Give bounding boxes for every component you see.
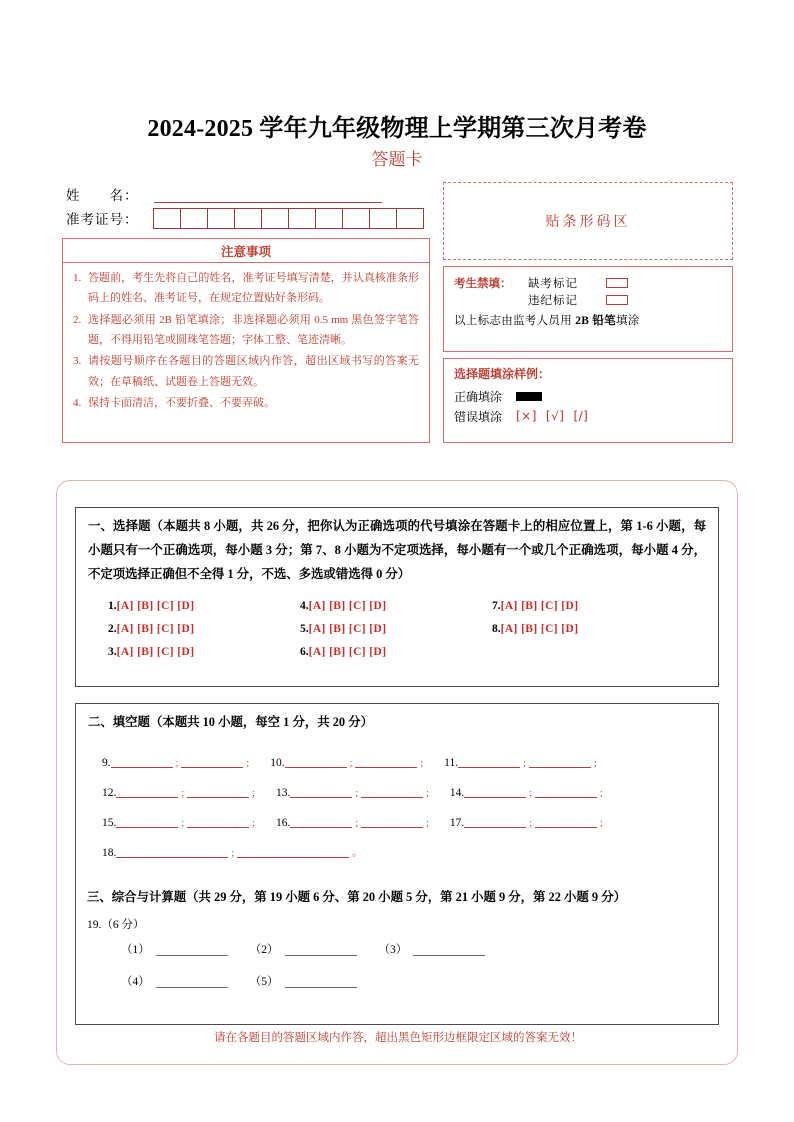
- answer-area-frame: [56, 480, 738, 1065]
- absent-mark-row: [454, 274, 732, 291]
- notice-item-text: 答题前，考生先将自己的姓名，准考证号填写清楚，并认真核准条形码上的姓名、准考证号，在规定位置贴好条形码。: [88, 272, 419, 305]
- notice-item-text: 保持卡面清洁，不要折叠、不要弄破。: [88, 397, 275, 410]
- name-label: 姓 名：: [66, 188, 139, 203]
- choice-answer-row[interactable]: [492, 595, 684, 618]
- section-choice: [75, 507, 719, 687]
- choice-answer-row[interactable]: [300, 618, 492, 641]
- blank-separator: ;: [246, 758, 250, 770]
- notice-item: [73, 268, 419, 309]
- blank-row: [76, 740, 718, 770]
- blank-line[interactable]: [361, 797, 423, 798]
- choice-options[interactable]: [A] [B] [C] [D]: [308, 622, 387, 635]
- blank-row: [76, 770, 718, 800]
- wrong-fill-mark: [/]: [573, 408, 589, 423]
- blank-separator: ;: [175, 758, 179, 770]
- choice-question-number: 5.: [300, 622, 309, 635]
- correct-fill-row: [454, 386, 732, 406]
- absent-mark-checkbox[interactable]: [606, 278, 628, 288]
- sub-answer-item[interactable]: [250, 941, 357, 958]
- correct-fill-label: 正确填涂: [454, 389, 503, 404]
- choice-column: [300, 595, 492, 664]
- blank-question-number: 17.: [449, 816, 465, 829]
- exam-id-row: [66, 206, 430, 230]
- blank-line[interactable]: [535, 827, 597, 828]
- blank-question-number: 16.: [275, 816, 291, 829]
- blank-line[interactable]: [464, 827, 526, 828]
- exam-id-cell[interactable]: [180, 208, 208, 229]
- sub-answer-line[interactable]: [413, 955, 485, 956]
- choice-answer-row[interactable]: [492, 618, 684, 641]
- blank-question[interactable]: [444, 758, 600, 771]
- blank-separator: ;: [529, 818, 533, 830]
- blank-question[interactable]: [270, 758, 426, 771]
- blank-line[interactable]: [355, 767, 417, 768]
- blank-line[interactable]: [290, 797, 352, 798]
- exam-id-cell[interactable]: [288, 208, 316, 229]
- choice-question-number: 1.: [108, 599, 117, 612]
- notice-item-text: 选择题必须用 2B 铅笔填涂；非选择题必须用 0.5 mm 黑色签字笔答题，不得用铅笔或圆珠笔答题；字体工整、笔迹清晰。: [88, 313, 419, 347]
- blank-question[interactable]: [102, 818, 258, 831]
- blank-separator: ;: [252, 818, 255, 830]
- notice-item-number: 1.: [73, 272, 82, 284]
- blank-line[interactable]: [458, 767, 520, 768]
- blank-question[interactable]: [276, 788, 432, 801]
- sub-answer-line[interactable]: [285, 987, 357, 988]
- blank-line[interactable]: [187, 797, 249, 798]
- blank-separator: ;: [523, 758, 526, 770]
- choice-options[interactable]: [A] [B] [C] [D]: [308, 599, 387, 612]
- proctor-note-suffix: 填涂: [615, 315, 640, 327]
- blank-separator: ;: [181, 788, 185, 800]
- choice-question-number: 3.: [108, 645, 117, 658]
- violation-mark-row: [454, 291, 732, 308]
- choice-answer-row[interactable]: [108, 641, 300, 664]
- blank-answer-area[interactable]: [76, 734, 718, 860]
- fill-sample-title: 选择题填涂样例：: [454, 367, 551, 381]
- sub-answer-line[interactable]: [156, 955, 228, 956]
- sub-answer-item[interactable]: [250, 973, 357, 990]
- exam-id-cell[interactable]: [261, 208, 289, 229]
- wrong-fill-mark: [×]: [516, 408, 537, 423]
- notice-item-text: 请按题号顺序在各题目的答题区域内作答，超出区域书写的答案无效；在草稿纸、试题卷上答题无效。: [88, 355, 419, 388]
- notice-item-number: 2.: [73, 313, 82, 326]
- choice-question-number: 7.: [492, 599, 501, 612]
- footer-warning: 请在各题目的答题区域内作答，超出黑色矩形边框限定区域的答案无效！: [214, 1032, 582, 1044]
- blank-separator: ;: [600, 788, 603, 800]
- notice-box: [62, 238, 430, 443]
- blank-row: [76, 830, 718, 860]
- violation-mark-label: 违纪标记: [528, 294, 578, 307]
- blank-question-number: 12.: [102, 786, 117, 799]
- blank-separator: ;: [426, 818, 429, 830]
- blank-row: [76, 800, 718, 830]
- blank-question[interactable]: [102, 758, 252, 771]
- question-19-subrow-2[interactable]: [121, 973, 379, 990]
- choice-options[interactable]: [A] [B] [C] [D]: [500, 599, 579, 612]
- exam-id-cell[interactable]: [153, 208, 181, 229]
- barcode-paste-area: [443, 182, 733, 260]
- page-subtitle: 答题卡: [371, 150, 423, 169]
- blank-line[interactable]: [181, 767, 243, 768]
- proctor-lead-label: 考生禁填：: [454, 277, 512, 290]
- blank-question[interactable]: [450, 788, 606, 801]
- blank-separator: ;: [349, 758, 353, 770]
- proctor-lead-spacer: [454, 292, 528, 308]
- sub-answer-item[interactable]: [121, 973, 228, 990]
- exam-id-cell[interactable]: [315, 208, 343, 229]
- exam-id-cell[interactable]: [207, 208, 235, 229]
- blank-line[interactable]: [285, 767, 347, 768]
- sub-answer-tag: （4）: [121, 976, 150, 988]
- sub-answer-tag: （3）: [378, 944, 408, 956]
- proctor-note-bold: 2B 铅笔: [575, 315, 616, 327]
- correct-fill-mark-icon: [516, 392, 542, 401]
- sub-answer-item[interactable]: [379, 941, 486, 958]
- question-19-subrow-1[interactable]: [121, 941, 507, 958]
- notice-item-number: 3.: [73, 355, 82, 368]
- section-calc-heading: 三、综合与计算题（共 29 分，第 19 小题 6 分、第 20 小题 5 分，第 21 小题 9 分，第 22 小题 9 分）: [87, 890, 626, 904]
- blank-line[interactable]: [529, 767, 591, 768]
- blank-separator: ;: [593, 758, 597, 770]
- sub-answer-tag: （2）: [249, 944, 279, 956]
- choice-answer-row[interactable]: [300, 641, 492, 664]
- blank-separator: 。: [352, 848, 363, 860]
- wrong-fill-row: [454, 406, 732, 426]
- barcode-area-label: 贴条形码区: [545, 215, 631, 230]
- blank-line[interactable]: [290, 827, 352, 828]
- name-row: [66, 182, 430, 206]
- choice-answer-row[interactable]: [108, 618, 300, 641]
- choice-question-number: 8.: [492, 622, 501, 635]
- notice-list: [63, 263, 429, 413]
- blank-question-number: 18.: [102, 846, 117, 859]
- blank-line[interactable]: [111, 767, 173, 768]
- proctor-note: [454, 312, 732, 328]
- name-input-line[interactable]: [154, 202, 382, 203]
- sub-answer-tag: （5）: [249, 976, 279, 988]
- wrong-fill-mark: [√]: [545, 408, 565, 423]
- wrong-fill-label: 错误填涂: [454, 409, 503, 424]
- notice-item: [73, 351, 419, 392]
- choice-column: [108, 595, 300, 664]
- choice-options[interactable]: [A] [B] [C] [D]: [116, 645, 195, 658]
- fill-sample-box: [443, 358, 733, 443]
- choice-answer-row[interactable]: [300, 595, 492, 618]
- wrong-fill-marks: [516, 409, 597, 424]
- choice-question-number: 4.: [300, 599, 309, 612]
- blank-line[interactable]: [237, 857, 349, 858]
- blank-separator: ;: [355, 818, 359, 830]
- choice-question-number: 6.: [300, 645, 309, 658]
- choice-options[interactable]: [A] [B] [C] [D]: [116, 599, 195, 612]
- section-choice-heading: 一、选择题（本题共 8 小题，共 26 分，把你认为正确选项的代号填涂在答题卡上的相应位置上，第 1-6 小题，每小题只有一个正确选项，每小题 3 分；第 7、8 小题为不定项选择，每小题有一个或几个正确选项，每小题 4 分，不定项选择正确但不全得 1 分，不选、多选或错选得 0 分）: [88, 519, 706, 582]
- exam-id-cell[interactable]: [369, 208, 397, 229]
- blank-question-number: 14.: [449, 786, 465, 799]
- blank-separator: ;: [600, 818, 603, 830]
- blank-line[interactable]: [116, 827, 178, 828]
- blank-question[interactable]: [102, 788, 258, 801]
- choice-options[interactable]: [A] [B] [C] [D]: [500, 622, 579, 635]
- choice-column: [492, 595, 684, 664]
- violation-mark-checkbox[interactable]: [606, 295, 628, 305]
- blank-line[interactable]: [116, 857, 228, 858]
- blank-question[interactable]: [276, 818, 432, 831]
- notice-title: 注意事项: [220, 245, 271, 259]
- blank-separator: ;: [355, 788, 359, 800]
- blank-question-number: 15.: [102, 816, 117, 829]
- proctor-note-prefix: 以上标志由监考人员用: [454, 315, 576, 327]
- sub-answer-line[interactable]: [156, 987, 228, 988]
- identity-block: [66, 182, 430, 234]
- sub-answer-line[interactable]: [285, 955, 357, 956]
- notice-item: [73, 393, 419, 413]
- blank-question-number: 11.: [444, 756, 459, 769]
- notice-item: [73, 310, 419, 351]
- choice-answer-row[interactable]: [108, 595, 300, 618]
- blank-question[interactable]: [102, 848, 365, 861]
- sub-answer-item[interactable]: [121, 941, 228, 958]
- question-19-label: 19.（6 分）: [87, 919, 145, 931]
- exam-id-cell[interactable]: [396, 208, 424, 229]
- blank-separator: ;: [426, 788, 429, 800]
- exam-id-label: 准考证号：: [66, 212, 139, 227]
- notice-item-number: 4.: [73, 397, 82, 410]
- blank-separator: ;: [529, 788, 533, 800]
- choice-question-number: 2.: [108, 622, 117, 635]
- blank-separator: ;: [252, 788, 255, 800]
- sub-answer-tag: （1）: [121, 944, 150, 956]
- blank-line[interactable]: [464, 797, 526, 798]
- blank-line[interactable]: [187, 827, 249, 828]
- blank-line[interactable]: [361, 827, 423, 828]
- blank-line[interactable]: [535, 797, 597, 798]
- page-title: 2024-2025 学年九年级物理上学期第三次月考卷: [147, 116, 647, 142]
- blank-question-number: 9.: [102, 756, 111, 769]
- section-blank-heading: 二、填空题（本题共 10 小题，每空 1 分，共 20 分）: [88, 715, 373, 729]
- choice-options[interactable]: [A] [B] [C] [D]: [116, 622, 195, 635]
- choice-answer-grid[interactable]: [76, 587, 718, 664]
- blank-question-number: 13.: [275, 786, 291, 799]
- exam-id-cell[interactable]: [234, 208, 262, 229]
- absent-mark-label: 缺考标记: [528, 277, 578, 290]
- blank-question-number: 10.: [270, 756, 285, 769]
- blank-separator: ;: [181, 818, 185, 830]
- blank-separator: ;: [420, 758, 424, 770]
- blank-line[interactable]: [116, 797, 178, 798]
- proctor-marks-box: [443, 266, 733, 352]
- choice-options[interactable]: [A] [B] [C] [D]: [308, 645, 387, 658]
- blank-question[interactable]: [450, 818, 606, 831]
- exam-id-grid[interactable]: [154, 208, 424, 229]
- exam-id-cell[interactable]: [342, 208, 370, 229]
- blank-separator: ;: [231, 848, 235, 860]
